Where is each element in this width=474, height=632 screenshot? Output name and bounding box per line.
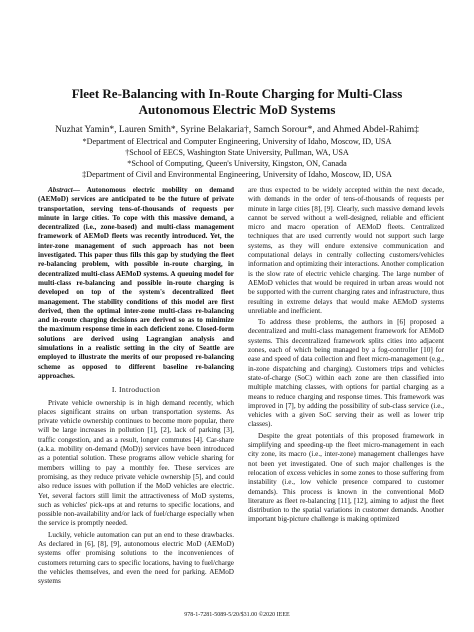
right-paragraph-2: To address these problems, the authors in [6] proposed a decentralized and multi-class management framework for AEMoD systems. This decentralized framework splits cities into adjacent zones, each of which being managed by a fog-controller [10] for ease and speed of data collection and fleet micro-management (e.g., in-zone dispatching and charging). Customers trips and vehicles state-of-charge (SoC) within each zone are then classified into multiple matching classes, with options for partial charging as a means to reduce charging and response times. This framework was improved in [7], by adding the possibility of sub-class service (i.e., vehicles with a given SoC serving their as well as lower trip classes). bbox=[248, 318, 444, 429]
abstract-text: Autonomous electric mobility on demand (AEMoD) services are anticipated to be the future of private transportation, serving tens-of-thousands of requests per minute in large cities. To cope with this massive demand, a decentralized (i.e., zone-based) and multi-class management framework of AEMoD fleets was recently introduced. Yet, the inter-zone management of such approach has not been investigated. This paper thus fills this gap by studying the fleet re-balancing problem, with possible in-route charging, in decentralized multi-class AEMoD systems. A queuing model for multi-class re-balancing and possible in-route charging is developed on top of the system's decentralized fleet management. The stability conditions of this model are first derived, then the optimal inter-zone multi-class re-balancing and in-route charging decisions are derived so as to minimize the maximum response time in each deficient zone. Closed-form solutions are derived using Lagrangian analysis and simulations in a realistic setting in the city of Seattle are employed to illustrate the merits of our proposed re-balancing scheme as opposed to different baseline re-balancing approaches. bbox=[38, 186, 235, 380]
affiliation-3: *School of Computing, Queen's University, Kingston, ON, Canada bbox=[127, 159, 347, 168]
right-column bbox=[248, 186, 444, 527]
left-column bbox=[38, 186, 234, 588]
affiliation-1: *Department of Electrical and Computer Engineering, University of Idaho, Moscow, ID, USA bbox=[82, 137, 392, 146]
left-paragraph-1: Private vehicle ownership is in high demand recently, which places significant strains on urban transportation systems. As private vehicle ownership continues to become more popular, there will be large increases in pollution [1], [2], lack of parking [3], traffic congestion, and as a result, longer commutes [4]. Car-share (a.k.a. mobility on-demand (MoD)) services have been introduced as a potential solution. These programs allow vehicle sharing for members willing to pay a monthly fee. These services are promising, as they reduce private vehicle ownership [5], and could also reduce issues with pollution if the MoD vehicles are electric. Yet, several factors still limit the attractiveness of MoD systems, such as vehicles' pick-ups at and returns to specific locations, and possible non-availability and/or lack of fuel/charge especially when the service is promptly needed. bbox=[38, 398, 234, 528]
left-paragraph-2: Luckily, vehicle automation can put an end to these drawbacks. As declared in [6], [8], [9], autonomous electric MoD (AEMoD) systems offer promising solutions to the inconveniences of customers returning cars to specific locations, having to fuel/charge the vehicles themselves, and even the need for parking. AEMoD systems bbox=[38, 530, 234, 586]
copyright-footer: 978-1-7281-5089-5/20/$31.00 ©2020 IEEE bbox=[184, 612, 290, 618]
abstract-label: Abstract— bbox=[48, 186, 80, 194]
right-paragraph-3: Despite the great potentials of this proposed framework in simplifying and speeding-up the fleet micro-management in each city zone, its macro (i.e., inter-zone) management challenges have not been yet investigated. One of such major challenges is the relocation of excess vehicles in some zones to those suffering from instability (i.e., low vehicle presence compared to customer demands). This process is known in the conventional MoD literature as fleet re-balancing [11], [12], aiming to adjust the fleet distribution to the spatial variations in customer demands. Another important big-picture challenge is making optimized bbox=[248, 431, 444, 524]
author-block bbox=[30, 124, 444, 180]
affiliation-4: ‡Department of Civil and Environmental Engineering, University of Idaho, Moscow, ID, USA bbox=[82, 170, 392, 179]
abstract bbox=[38, 186, 234, 381]
affiliation-2: †School of EECS, Washington State University, Pullman, WA, USA bbox=[125, 148, 349, 157]
section-heading-introduction: I. Introduction bbox=[111, 385, 161, 395]
paper-title: Fleet Re-Balancing with In-Route Charging for Multi-Class Autonomous Electric MoD Systems bbox=[71, 86, 403, 117]
right-paragraph-1: are thus expected to be widely accepted within the next decade, with demands in the order of tens-of-thousands of requests per minute in large cities [8], [9]. Clearly, such massive demand levels cannot be served without a well-designed, reliable and efficient micro and macro operation of AEMoD fleets. Centralized techniques that are used currently would not support such large systems, as they will endure extensive communication and computational delays in centrally collecting customers/vehicles information and optimizing their interactions. Another complication is the slow rate of electric vehicle charging. The large number of AEMoD vehicles that would be required in urban areas would not be supported with the current charging rates and infrastructure, thus resulting in extreme delays that would make AEMoD systems unreliable and inefficient. bbox=[248, 186, 444, 315]
author-names: Nuzhat Yamin*, Lauren Smith*, Syrine Belakaria†, Samch Sorour*, and Ahmed Abdel-Rahim‡ bbox=[55, 125, 419, 135]
